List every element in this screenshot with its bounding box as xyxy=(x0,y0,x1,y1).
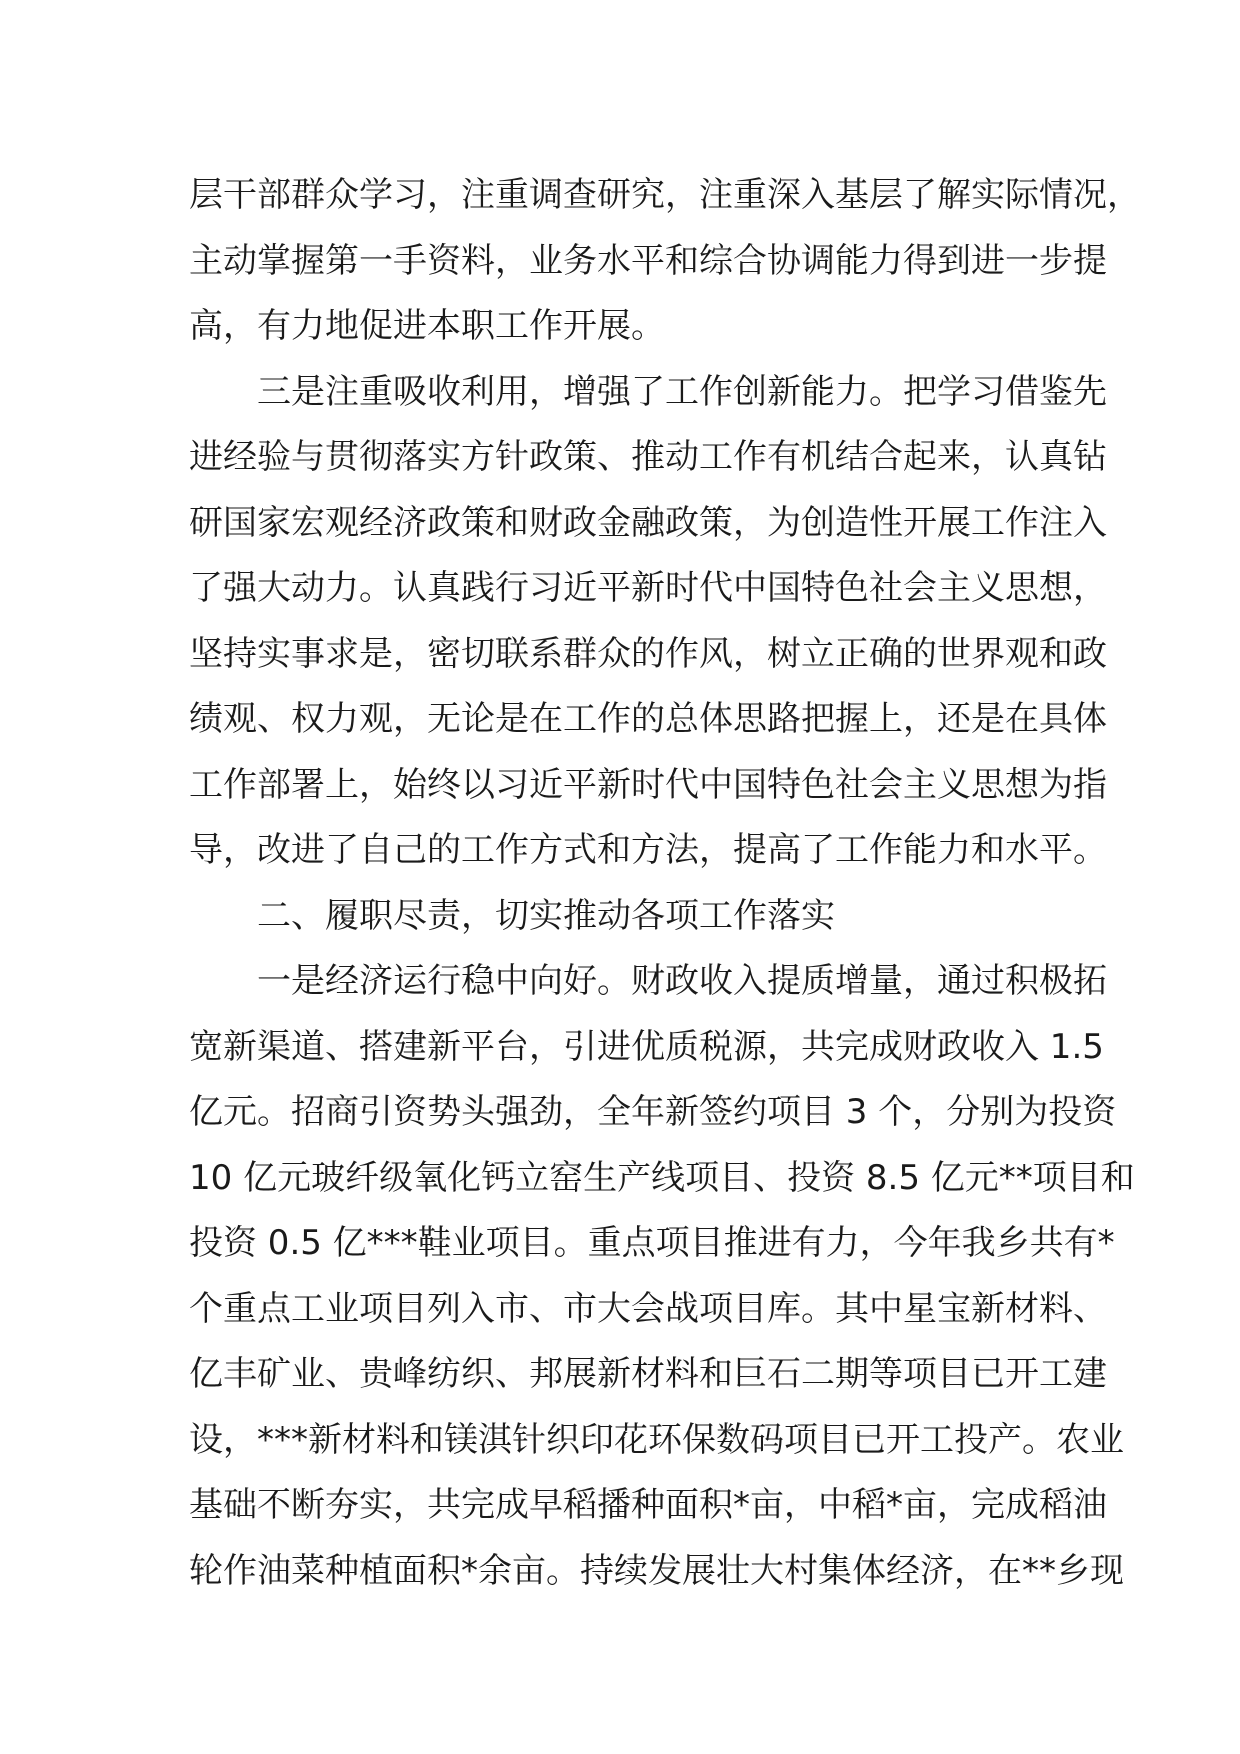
text-line: 亿元。招商引资势头强劲，全年新签约项目 3 个，分别为投资 xyxy=(189,1092,1117,1132)
text-line: 基础不断夯实，共完成早稻播种面积*亩，中稻*亩，完成稻油 xyxy=(189,1485,1107,1525)
text-line: 投资 0.5 亿***鞋业项目。重点项目推进有力，今年我乡共有* xyxy=(189,1223,1115,1263)
text-line: 进经验与贯彻落实方针政策、推动工作有机结合起来，认真钻 xyxy=(189,437,1107,477)
document-body xyxy=(189,163,1141,1604)
text-line: 10 亿元玻纤级氧化钙立窑生产线项目、投资 8.5 亿元**项目和 xyxy=(189,1157,1135,1198)
text-line: 了强大动力。认真践行习近平新时代中国特色社会主义思想， xyxy=(189,568,1107,608)
paragraph-first-line: 三是注重吸收利用，增强了工作创新能力。把学习借鉴先 xyxy=(257,371,1107,412)
text-line: 层干部群众学习，注重调查研究，注重深入基层了解实际情况， xyxy=(189,175,1141,215)
text-line: 宽新渠道、搭建新平台，引进优质税源，共完成财政收入 1.5 xyxy=(189,1026,1104,1067)
paragraph-first-line: 一是经济运行稳中向好。财政收入提质增量，通过积极拓 xyxy=(257,961,1107,1001)
text-line: 设，***新材料和镁淇针织印花环保数码项目已开工投产。农业 xyxy=(189,1419,1124,1460)
text-line: 导，改进了自己的工作方式和方法，提高了工作能力和水平。 xyxy=(189,830,1107,870)
text-line: 个重点工业项目列入市、市大会战项目库。其中星宝新材料、 xyxy=(189,1288,1107,1329)
text-line: 工作部署上，始终以习近平新时代中国特色社会主义思想为指 xyxy=(189,764,1107,805)
text-line: 主动掌握第一手资料，业务水平和综合协调能力得到进一步提 xyxy=(189,240,1107,281)
text-line: 轮作油菜种植面积*余亩。持续发展壮大村集体经济，在**乡现 xyxy=(189,1550,1124,1591)
text-line: 绩观、权力观，无论是在工作的总体思路把握上，还是在具体 xyxy=(189,699,1107,739)
text-line: 亿丰矿业、贵峰纺织、邦展新材料和巨石二期等项目已开工建 xyxy=(189,1354,1107,1394)
text-line: 高，有力地促进本职工作开展。 xyxy=(189,306,665,346)
text-line: 坚持实事求是，密切联系群众的作风，树立正确的世界观和政 xyxy=(189,633,1107,674)
section-heading: 二、履职尽责，切实推动各项工作落实 xyxy=(257,895,835,936)
text-line: 研国家宏观经济政策和财政金融政策，为创造性开展工作注入 xyxy=(189,502,1107,543)
